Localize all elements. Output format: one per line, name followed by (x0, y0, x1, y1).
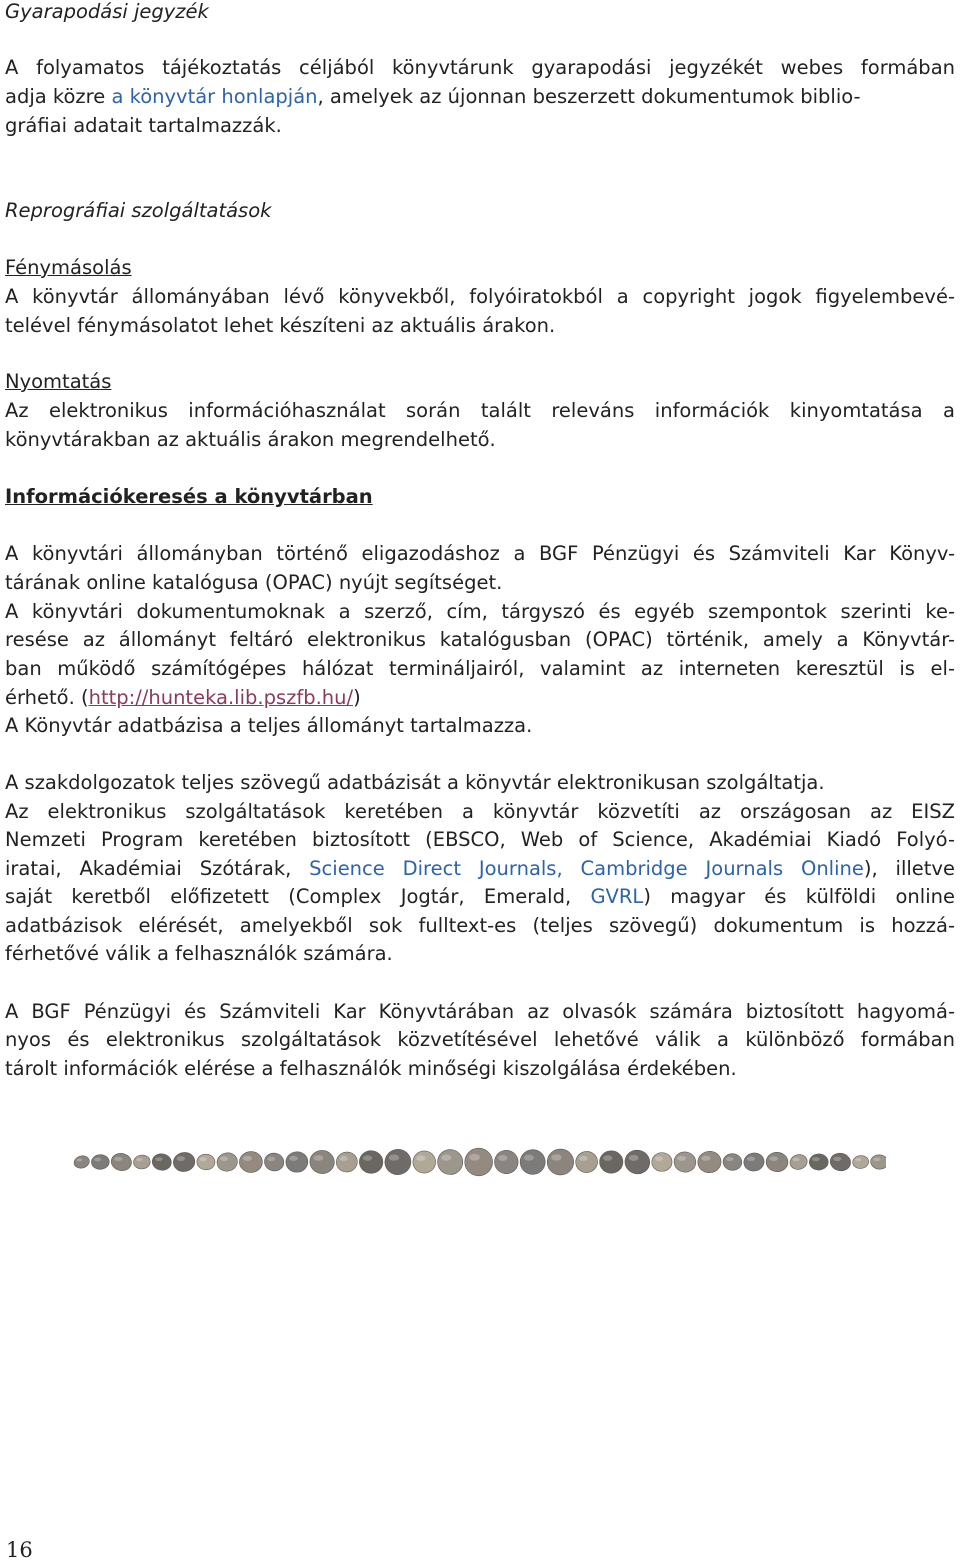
pebble-highlight (314, 1155, 324, 1161)
pebble-highlight (469, 1154, 480, 1161)
pebble-highlight (855, 1158, 861, 1161)
page-number: 16 (6, 1538, 33, 1562)
pebble-highlight (677, 1156, 686, 1161)
pebble (335, 1151, 359, 1174)
pebble (110, 1152, 133, 1173)
copying-line-1: A könyvtár állományában lévő könyvekből, folyóiratokból a copyright jogok figyelembevé- (5, 285, 955, 308)
pebble (852, 1155, 869, 1169)
pebble (239, 1151, 262, 1172)
search-p5-line-1: Az elektronikus szolgáltatások keretében a könyvtár közvetíti az országosan az EISZ (5, 800, 955, 823)
pebble-highlight (220, 1157, 228, 1162)
acquisitions-heading: Gyarapodási jegyzék (5, 0, 209, 23)
search-p5-line-4-pre: saját keretből előfizetett (Complex Jogtár, Emerald, (5, 885, 591, 908)
acquisitions-line-2-post: , amelyek az újonnan beszerzett dokumentumok biblio- (317, 85, 861, 108)
pebble-highlight (339, 1156, 347, 1161)
pebble (435, 1147, 465, 1177)
pebble (870, 1154, 886, 1170)
opac-url-link[interactable]: http://hunteka.lib.pszfb.hu/ (88, 686, 354, 709)
pebble-highlight (243, 1156, 252, 1161)
pebble-highlight (289, 1156, 298, 1161)
pebble-highlight (551, 1154, 562, 1160)
pebble (151, 1153, 172, 1172)
acquisitions-line-2-pre: adja közre (5, 85, 112, 108)
pebble-highlight (389, 1154, 399, 1160)
pebble-highlight (812, 1157, 820, 1161)
pebble (215, 1151, 239, 1174)
printing-line-2: könyvtárakban az aktuális árakon megrendelhető. (5, 428, 496, 451)
journals-link[interactable]: Science Direct Journals, Cambridge Journals Online (309, 857, 864, 880)
pebble (651, 1152, 672, 1172)
pebble-highlight (701, 1156, 710, 1161)
pebble-highlight (76, 1158, 82, 1161)
pebble (622, 1148, 652, 1177)
printing-line-1: Az elektronikus információhasználat során talált releváns információk kinyomtatása a (5, 399, 955, 422)
pebble (493, 1149, 520, 1176)
pebble-highlight (498, 1155, 507, 1161)
search-p5-line-3-pre: iratai, Akadémiai Szótárak, (5, 857, 310, 880)
pebble-highlight (200, 1157, 207, 1161)
pebble (196, 1154, 215, 1171)
search-p6-line-3: tárolt információk elérése a felhasználók minőségi kiszolgálása érdekében. (5, 1057, 737, 1080)
pebble-highlight (726, 1157, 733, 1161)
pebble (413, 1151, 436, 1173)
gvrl-link[interactable]: GVRL (590, 885, 644, 908)
pebble-highlight (833, 1157, 841, 1161)
pebble (722, 1153, 742, 1172)
pebble (574, 1149, 600, 1174)
pebble (599, 1151, 623, 1174)
pebble-highlight (629, 1155, 639, 1161)
search-p5-line-3 (5, 855, 955, 883)
pebble-highlight (873, 1158, 880, 1162)
pebble (285, 1151, 309, 1173)
search-p2-line-4 (5, 684, 955, 712)
pebble-highlight (441, 1155, 451, 1161)
printing-title: Nyomtatás (5, 370, 112, 393)
reprographics-heading: Reprográfiai szolgáltatások (5, 199, 272, 222)
library-homepage-link[interactable]: a könyvtár honlapján (111, 85, 318, 108)
pebble-highlight (177, 1156, 186, 1161)
pebble-highlight (136, 1158, 143, 1161)
pebble (697, 1150, 723, 1174)
pebble-highlight (416, 1155, 425, 1161)
pebble-highlight (747, 1157, 755, 1162)
search-p5-line-4 (5, 883, 955, 911)
pebble (133, 1154, 151, 1169)
search-p2-line-4-post: ) (353, 686, 361, 709)
copying-title: Fénymásolás (5, 256, 132, 279)
acquisitions-line-2 (5, 83, 955, 111)
search-p6-line-2: nyos és elektronikus szolgáltatások közvetítésével lehetővé válik a különböző formában (5, 1028, 955, 1051)
pebble-highlight (793, 1158, 800, 1162)
search-heading: Információkeresés a könyvtárban (5, 485, 373, 508)
pebble (464, 1147, 494, 1177)
pebble (672, 1150, 697, 1174)
pebble-highlight (155, 1157, 163, 1161)
acquisitions-line-1: A folyamatos tájékoztatás céljából könyvtárunk gyarapodási jegyzékét webes formában (5, 56, 955, 79)
pebble (788, 1153, 809, 1172)
pebble (546, 1148, 575, 1176)
pebble (809, 1154, 828, 1171)
pebble-highlight (94, 1158, 101, 1162)
copying-line-2: telével fénymásolatot lehet készíteni az aktuális árakon. (5, 314, 556, 337)
pebble-highlight (579, 1156, 588, 1161)
search-p5-line-4-post: ) magyar és külföldi online (643, 885, 955, 908)
pebble-highlight (655, 1156, 663, 1161)
search-p5-line-6: férhetővé válik a felhasználók számára. (5, 942, 393, 965)
pebbles-divider (66, 1140, 886, 1185)
acquisitions-line-3: gráfiai adatait tartalmazzák. (5, 114, 282, 137)
pebble-highlight (363, 1155, 372, 1161)
search-p3: A Könyvtár adatbázisa a teljes állományt tartalmazza. (5, 714, 533, 737)
search-p2-line-3: ban működő számítógépes hálózat termináljairól, valamint az interneten keresztül is el- (5, 657, 955, 680)
search-p6-line-1: A BGF Pénzügyi és Számviteli Kar Könyvtárában az olvasók számára biztosított hagyomá- (5, 1000, 955, 1023)
search-p5-line-5: adatbázisok elérését, amelyekből sok fulltext-es (teljes szövegű) dokumentum is hozzá- (5, 914, 955, 937)
search-p5-line-2: Nemzeti Program keretében biztosított (EBSCO, Web of Science, Akadémiai Kiadó Folyó- (5, 828, 955, 851)
pebble-highlight (603, 1155, 612, 1161)
pebble (766, 1152, 788, 1172)
pebble (91, 1154, 109, 1169)
pebble (263, 1151, 286, 1172)
pebble-highlight (524, 1155, 534, 1161)
pebble (172, 1151, 197, 1173)
search-p2-line-2: resése az állományt feltáró elektronikus katalógusban (OPAC) történik, amely a Könyvtár- (5, 628, 955, 651)
pebble-highlight (114, 1157, 122, 1161)
pebble (73, 1154, 91, 1170)
search-p2-line-1: A könyvtári dokumentumoknak a szerző, cím, tárgyszó és egyéb szempontok szerinti ke- (5, 600, 955, 623)
pebble (829, 1151, 852, 1172)
search-p1-line-1: A könyvtári állományban történő eligazodáshoz a BGF Pénzügyi és Számviteli Kar Könyv- (5, 542, 955, 565)
search-p5-line-3-post: ), illetve (863, 857, 955, 880)
pebble (382, 1147, 413, 1178)
search-p4: A szakdolgozatok teljes szövegű adatbázisát a könyvtár elektronikusan szolgáltatja. (5, 771, 825, 794)
pebble (308, 1149, 335, 1175)
pebble (742, 1151, 765, 1173)
pebble (519, 1148, 547, 1176)
search-p2-line-4-pre: érhető. ( (5, 686, 89, 709)
pebble-highlight (267, 1157, 275, 1161)
pebble (359, 1150, 384, 1174)
search-p1-line-2: tárának online katalógusa (OPAC) nyújt segítséget. (5, 571, 503, 594)
pebble-highlight (769, 1156, 778, 1161)
